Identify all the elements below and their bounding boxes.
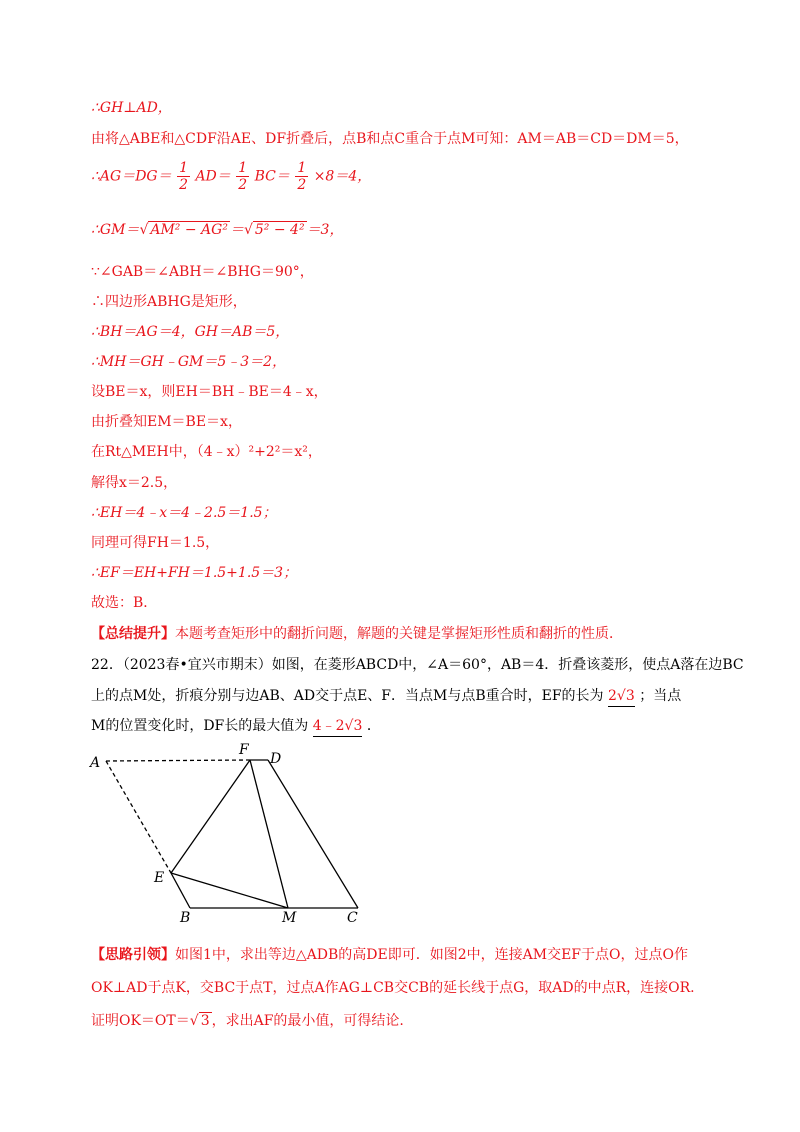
solution-line: 由将△ABE和△CDF沿AE、DF折叠后，点B和点C重合于点M可知：AM＝AB＝CD＝DM＝5， xyxy=(91,131,689,147)
hint-line: 【思路引领】如图1中，求出等边△ADB的高DE即可．如图2中，连接AM交EF于点O，过点O作 xyxy=(91,947,688,963)
problem-line: 上的点M处，折痕分别与边AB、AD交于点E、F．当点M与点B重合时，EF的长为 2√3 ；当点 xyxy=(91,686,681,707)
summary-line xyxy=(91,624,623,644)
solution-line: ∴MH＝GH﹣GM＝5﹣3＝2， xyxy=(91,354,287,370)
label-D: D xyxy=(270,751,282,767)
summary-text: 本题考查矩形中的翻折问题，解题的关键是掌握矩形性质和翻折的性质． xyxy=(175,626,623,642)
summary-tag: 【总结提升】 xyxy=(91,626,175,642)
hint-line: OK⊥AD于点K，交BC于点T，过点A作AG⊥CB交CB的延长线于点G，取AD的中点R，连接OR. xyxy=(91,980,695,996)
segment-FM xyxy=(250,760,288,908)
problem-line: 22．（2023春•宜兴市期末）如图，在菱形ABCD中，∠A＝60°，AB＝4．折叠该菱形，使点A落在边BC xyxy=(91,657,744,673)
hint-line: 证明OK＝OT＝√ 3 ，求出AF的最小值，可得结论. xyxy=(91,1013,404,1029)
segment-EM xyxy=(171,873,288,908)
solution-line: 解得x＝2.5， xyxy=(91,475,178,491)
radical: 5² − 4² xyxy=(254,222,305,238)
solution-line: ∴四边形ABHG是矩形， xyxy=(91,294,247,310)
problem-line: M的位置变化时，DF长的最大值为 4﹣2√3 ． xyxy=(91,716,381,737)
solution-line: 在Rt△MEH中，（4﹣x）²+2²＝x²， xyxy=(91,444,322,460)
answer-blank-1: 2√3 xyxy=(608,686,635,707)
label-B: B xyxy=(180,910,191,926)
label-A: A xyxy=(90,755,101,771)
solution-line: ∴BH＝AG＝4，GH＝AB＝5， xyxy=(91,324,290,340)
dashed-line-AE xyxy=(106,761,171,873)
solution-line: ∵∠GAB＝∠ABH＝∠BHG＝90°， xyxy=(91,264,314,280)
solution-line: ∴EF＝EH+FH＝1.5+1.5＝3； xyxy=(91,565,298,581)
label-C: C xyxy=(347,910,358,926)
solution-line: 同理可得FH＝1.5， xyxy=(91,535,220,551)
solution-line-fractions: ∴AG＝DG＝ $\frac{1}{2}$ AD＝ $\frac{1}{2}$ BC＝ $\frac{1}{2}$ ×8＝4， xyxy=(91,160,372,193)
segment-DC xyxy=(268,760,358,908)
label-F: F xyxy=(239,742,249,758)
label-M: M xyxy=(282,910,297,926)
solution-line-roots: ∴GM＝√ AM² − AG² ＝√ 5² − 4² ＝3， xyxy=(91,222,344,238)
label-E: E xyxy=(154,870,165,886)
segment-BE xyxy=(171,873,190,908)
radical: 3 xyxy=(200,1013,210,1029)
dashed-line-AF xyxy=(106,760,250,761)
radical: AM² − AG² xyxy=(150,222,228,238)
solution-line: ∴GH⊥AD， xyxy=(91,100,172,116)
hint-tag: 【思路引领】 xyxy=(91,947,175,963)
fraction: $\frac{1}{2}$ xyxy=(238,160,248,193)
solution-line: 故选：B． xyxy=(91,595,158,611)
solution-line: ∴EH＝4﹣x＝4﹣2.5＝1.5； xyxy=(91,505,277,521)
fraction: $\frac{1}{2}$ xyxy=(179,160,188,193)
answer-blank-2: 4﹣2√3 xyxy=(313,716,363,737)
solution-line: 由折叠知EM＝BE＝x， xyxy=(91,414,242,430)
solution-line: 设BE＝x，则EH＝BH﹣BE＝4﹣x， xyxy=(91,384,328,400)
fraction: $\frac{1}{2}$ xyxy=(297,160,307,193)
segment-EF xyxy=(171,760,250,873)
